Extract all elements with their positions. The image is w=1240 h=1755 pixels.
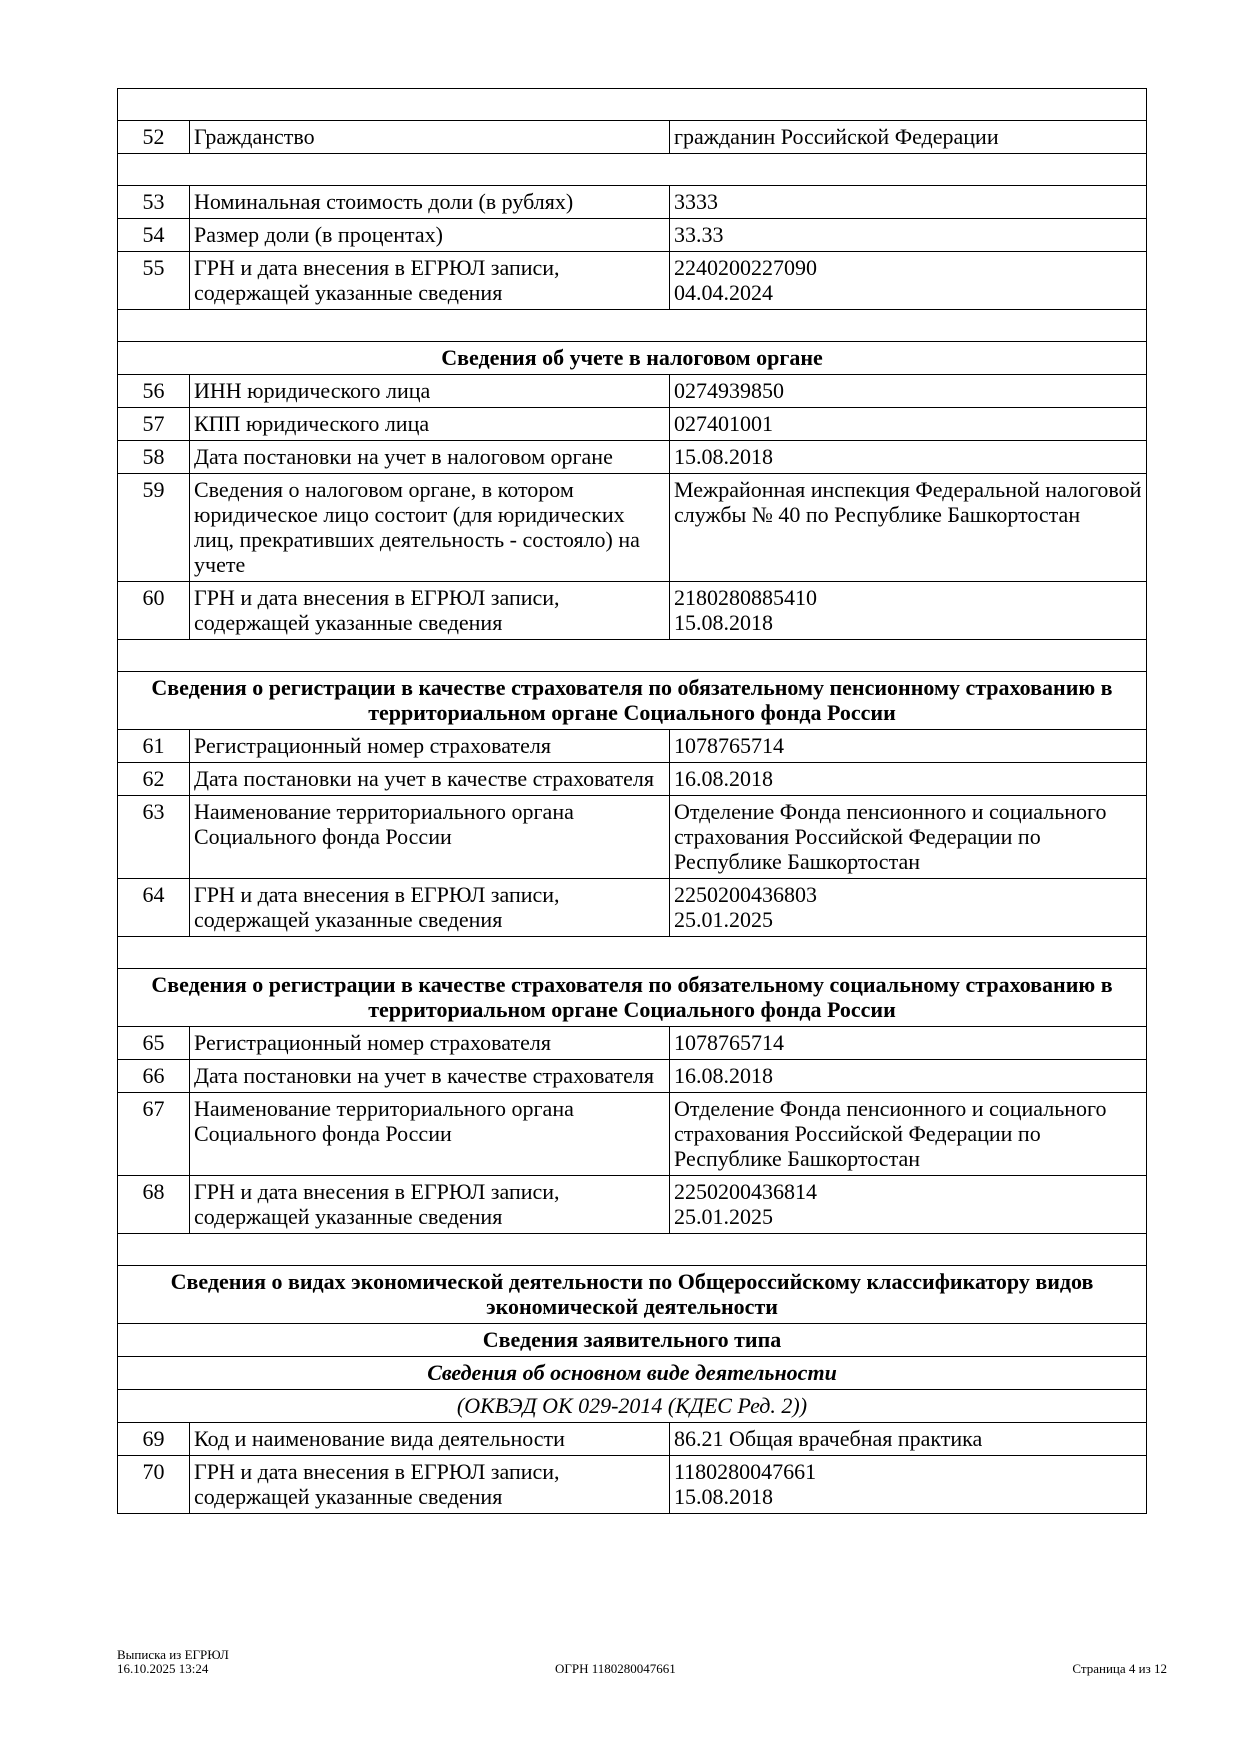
table-row <box>118 1423 1147 1456</box>
spacer-cell <box>118 89 1147 121</box>
spacer-row <box>118 640 1147 672</box>
field-value-line: 16.08.2018 <box>674 1063 773 1088</box>
table-row <box>118 375 1147 408</box>
field-value-line: 15.08.2018 <box>674 444 773 469</box>
table-row <box>118 796 1147 879</box>
row-number: 57 <box>118 408 190 441</box>
field-value <box>670 252 1147 310</box>
field-value <box>670 474 1147 582</box>
spacer-cell <box>118 640 1147 672</box>
row-number: 56 <box>118 375 190 408</box>
row-number: 55 <box>118 252 190 310</box>
table-row <box>118 219 1147 252</box>
field-value <box>670 582 1147 640</box>
field-label: ГРН и дата внесения в ЕГРЮЛ записи, содержащей указанные сведения <box>190 582 670 640</box>
row-number: 66 <box>118 1060 190 1093</box>
field-value-line: 027401001 <box>674 411 773 436</box>
field-value-line: 1180280047661 <box>674 1459 817 1484</box>
field-value <box>670 408 1147 441</box>
field-value-line: 3333 <box>674 189 718 214</box>
field-label: Размер доли (в процентах) <box>190 219 670 252</box>
field-value-line: 2250200436803 <box>674 882 817 907</box>
field-value <box>670 1027 1147 1060</box>
field-value <box>670 1093 1147 1176</box>
spacer-row <box>118 1234 1147 1266</box>
table-row <box>118 730 1147 763</box>
table-row <box>118 879 1147 937</box>
table-row <box>118 1060 1147 1093</box>
section-header: Сведения об учете в налоговом органе <box>118 342 1147 375</box>
field-value-line: 25.01.2025 <box>674 907 773 932</box>
table-row <box>118 763 1147 796</box>
section-header: (ОКВЭД ОК 029-2014 (КДЕС Ред. 2)) <box>118 1390 1147 1423</box>
field-value <box>670 219 1147 252</box>
field-label: ГРН и дата внесения в ЕГРЮЛ записи, содержащей указанные сведения <box>190 252 670 310</box>
spacer-row <box>118 89 1147 121</box>
field-value <box>670 441 1147 474</box>
table-row <box>118 474 1147 582</box>
field-value-line: Межрайонная инспекция Федеральной налоговой службы № 40 по Республике Башкортостан <box>674 477 1142 527</box>
row-number: 53 <box>118 186 190 219</box>
row-number: 59 <box>118 474 190 582</box>
table-row <box>118 186 1147 219</box>
spacer-row <box>118 154 1147 186</box>
field-value-line: 15.08.2018 <box>674 1484 773 1509</box>
footer-datetime: 16.10.2025 13:24 <box>117 1661 209 1676</box>
field-value-line: 04.04.2024 <box>674 280 773 305</box>
section-header-row <box>118 1324 1147 1357</box>
field-value-line: Отделение Фонда пенсионного и социального страхования Российской Федерации по Республике Башкортостан <box>674 1096 1107 1171</box>
field-label: Дата постановки на учет в качестве страхователя <box>190 763 670 796</box>
field-value <box>670 879 1147 937</box>
field-value-line: 2240200227090 <box>674 255 817 280</box>
section-header-row <box>118 969 1147 1027</box>
field-label: КПП юридического лица <box>190 408 670 441</box>
field-label: Номинальная стоимость доли (в рублях) <box>190 186 670 219</box>
field-value <box>670 375 1147 408</box>
row-number: 62 <box>118 763 190 796</box>
field-value-line: 15.08.2018 <box>674 610 773 635</box>
field-value-line: 86.21 Общая врачебная практика <box>674 1426 983 1451</box>
section-header: Сведения о видах экономической деятельности по Общероссийскому классификатору видов экономической деятельности <box>118 1266 1147 1324</box>
table-body <box>118 89 1147 1514</box>
spacer-cell <box>118 937 1147 969</box>
field-label: Наименование территориального органа Социального фонда России <box>190 796 670 879</box>
field-label: Регистрационный номер страхователя <box>190 730 670 763</box>
field-label: ГРН и дата внесения в ЕГРЮЛ записи, содержащей указанные сведения <box>190 1456 670 1514</box>
section-header-row <box>118 1266 1147 1324</box>
egrul-extract-table <box>117 88 1147 1514</box>
section-header: Сведения о регистрации в качестве страхователя по обязательному пенсионному страхованию в территориальном органе Социального фонда России <box>118 672 1147 730</box>
row-number: 67 <box>118 1093 190 1176</box>
field-value-line: 1078765714 <box>674 1030 784 1055</box>
field-value-line: 16.08.2018 <box>674 766 773 791</box>
table-row <box>118 1176 1147 1234</box>
table-row <box>118 1456 1147 1514</box>
subsection-header-row <box>118 1390 1147 1423</box>
table-row <box>118 1093 1147 1176</box>
field-value <box>670 1423 1147 1456</box>
field-value <box>670 730 1147 763</box>
field-label: ГРН и дата внесения в ЕГРЮЛ записи, содержащей указанные сведения <box>190 879 670 937</box>
row-number: 60 <box>118 582 190 640</box>
table-row <box>118 408 1147 441</box>
section-header: Сведения об основном виде деятельности <box>118 1357 1147 1390</box>
field-label: Наименование территориального органа Социального фонда России <box>190 1093 670 1176</box>
field-value-line: 0274939850 <box>674 378 784 403</box>
field-value <box>670 1176 1147 1234</box>
row-number: 69 <box>118 1423 190 1456</box>
field-value <box>670 763 1147 796</box>
row-number: 70 <box>118 1456 190 1514</box>
section-header-row <box>118 342 1147 375</box>
spacer-cell <box>118 154 1147 186</box>
section-header-row <box>118 672 1147 730</box>
field-value <box>670 796 1147 879</box>
field-value <box>670 1060 1147 1093</box>
subsection-header-row <box>118 1357 1147 1390</box>
row-number: 64 <box>118 879 190 937</box>
footer-page-number: Страница 4 из 12 <box>1072 1661 1167 1676</box>
row-number: 63 <box>118 796 190 879</box>
footer-left <box>117 1648 229 1676</box>
field-label: ИНН юридического лица <box>190 375 670 408</box>
table-row <box>118 441 1147 474</box>
table-row <box>118 252 1147 310</box>
spacer-cell <box>118 310 1147 342</box>
section-header: Сведения о регистрации в качестве страхователя по обязательному социальному страхованию в территориальном органе Социального фонда России <box>118 969 1147 1027</box>
field-value-line: гражданин Российской Федерации <box>674 124 999 149</box>
row-number: 61 <box>118 730 190 763</box>
row-number: 52 <box>118 121 190 154</box>
field-label: Дата постановки на учет в качестве страхователя <box>190 1060 670 1093</box>
footer-doc-name: Выписка из ЕГРЮЛ <box>117 1647 229 1662</box>
spacer-row <box>118 310 1147 342</box>
table-row <box>118 1027 1147 1060</box>
table-row <box>118 582 1147 640</box>
field-value-line: Отделение Фонда пенсионного и социального страхования Российской Федерации по Республике Башкортостан <box>674 799 1107 874</box>
field-label: Дата постановки на учет в налоговом органе <box>190 441 670 474</box>
section-header: Сведения заявительного типа <box>118 1324 1147 1357</box>
field-value-line: 2180280885410 <box>674 585 817 610</box>
field-value-line: 1078765714 <box>674 733 784 758</box>
row-number: 54 <box>118 219 190 252</box>
footer-ogrn: ОГРН 1180280047661 <box>555 1661 676 1676</box>
field-label: Код и наименование вида деятельности <box>190 1423 670 1456</box>
field-value <box>670 1456 1147 1514</box>
field-label: Регистрационный номер страхователя <box>190 1027 670 1060</box>
row-number: 58 <box>118 441 190 474</box>
field-label: Гражданство <box>190 121 670 154</box>
field-value <box>670 121 1147 154</box>
row-number: 65 <box>118 1027 190 1060</box>
table-row <box>118 121 1147 154</box>
field-value-line: 25.01.2025 <box>674 1204 773 1229</box>
page-footer <box>117 1648 1167 1688</box>
spacer-cell <box>118 1234 1147 1266</box>
field-value-line: 2250200436814 <box>674 1179 817 1204</box>
spacer-row <box>118 937 1147 969</box>
field-label: ГРН и дата внесения в ЕГРЮЛ записи, содержащей указанные сведения <box>190 1176 670 1234</box>
row-number: 68 <box>118 1176 190 1234</box>
field-value <box>670 186 1147 219</box>
field-value-line: 33.33 <box>674 222 724 247</box>
field-label: Сведения о налоговом органе, в котором юридическое лицо состоит (для юридических лиц, прекративших деятельность - состояло) на учете <box>190 474 670 582</box>
